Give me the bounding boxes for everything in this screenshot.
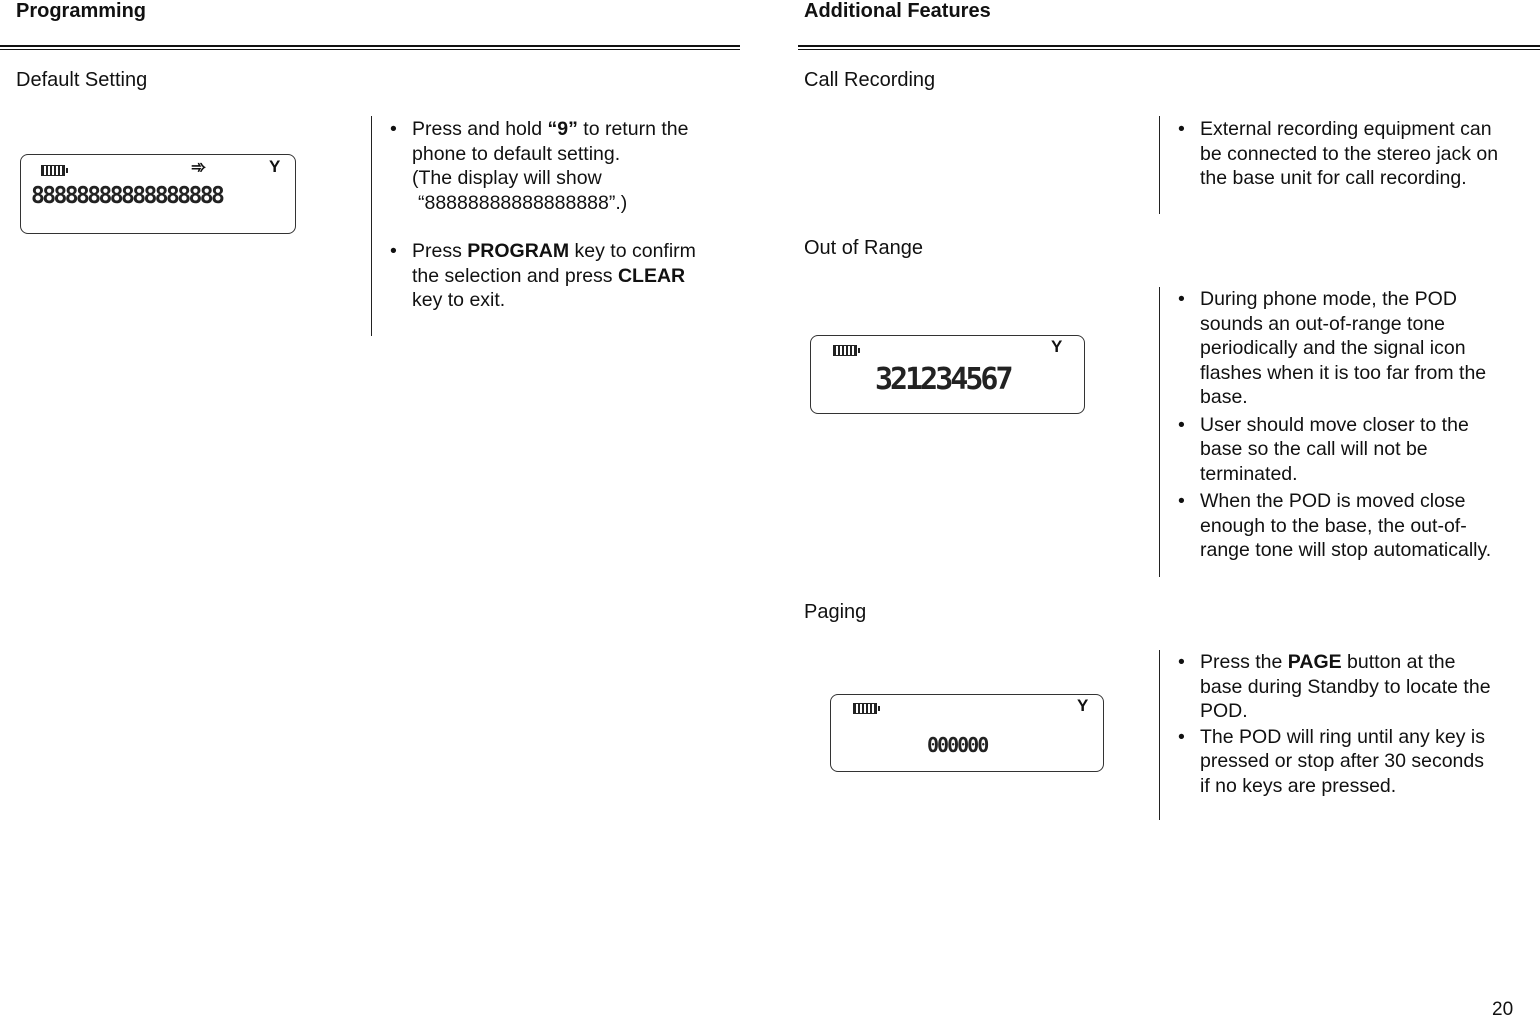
- battery-icon: [41, 165, 65, 176]
- left-header-rule-thin: [0, 49, 740, 50]
- call-recording-bullets: [1174, 117, 1534, 191]
- text: POD.: [1200, 700, 1248, 722]
- left-divider: [371, 116, 372, 336]
- text: base.: [1200, 386, 1248, 408]
- default-setting-bullets: [386, 117, 726, 313]
- list-item: [1174, 489, 1534, 563]
- paging-divider: [1159, 650, 1160, 820]
- flashing-signal-icon: Υ: [1051, 337, 1063, 356]
- text: Press the: [1200, 651, 1288, 673]
- program-key: PROGRAM: [467, 240, 570, 262]
- text: pressed or stop after 30 seconds: [1200, 750, 1484, 772]
- list-item: [1174, 725, 1534, 799]
- right-page-header: Additional Features: [804, 0, 991, 22]
- key-9: “9”: [547, 118, 578, 140]
- battery-icon: [833, 345, 857, 356]
- list-item: [386, 117, 726, 215]
- paging-lcd: [830, 694, 1104, 772]
- call-recording-title: Call Recording: [804, 69, 936, 91]
- text: to return the: [577, 118, 689, 140]
- page-number: 20: [1492, 999, 1514, 1020]
- paging-bullets: [1174, 650, 1534, 798]
- text: if no keys are pressed.: [1200, 774, 1397, 797]
- text: “88888888888888888”.): [418, 191, 628, 214]
- text: periodically and the signal icon: [1200, 337, 1466, 359]
- list-item: [1174, 287, 1534, 410]
- left-header-rule: [0, 45, 740, 47]
- text: Press and hold: [412, 118, 548, 140]
- text: key to confirm: [569, 240, 696, 262]
- text: flashes when it is too far from the: [1200, 361, 1487, 384]
- right-header-rule: [798, 45, 1540, 47]
- text: base so the call will not be: [1200, 438, 1428, 460]
- text: base during Standby to locate the: [1200, 675, 1491, 698]
- lcd-digits: 321234567: [875, 362, 1011, 397]
- signal-antenna-icon: Υ: [1077, 696, 1089, 715]
- text: (The display will show: [412, 167, 602, 189]
- out-of-range-title: Out of Range: [804, 237, 923, 259]
- paging-title: Paging: [804, 601, 867, 623]
- list-item: [386, 239, 726, 313]
- text: phone to default setting.: [412, 142, 621, 165]
- default-setting-title: Default Setting: [16, 69, 148, 91]
- text: be connected to the stereo jack on: [1200, 142, 1499, 165]
- arrow-icon: ➾: [191, 157, 207, 177]
- text: sounds an out-of-range tone: [1200, 312, 1446, 335]
- lcd-digits: 000000: [927, 733, 988, 757]
- page-key: PAGE: [1287, 651, 1342, 673]
- signal-antenna-icon: Υ: [269, 157, 281, 176]
- out-of-range-divider: [1159, 287, 1160, 577]
- text: button at the: [1341, 651, 1456, 673]
- default-setting-lcd: [20, 154, 296, 234]
- lcd-digits: 88888888888888888: [31, 183, 223, 209]
- text: External recording equipment can: [1200, 118, 1492, 140]
- battery-icon: [853, 703, 877, 714]
- out-of-range-bullets: [1174, 287, 1534, 563]
- clear-key: CLEAR: [617, 264, 686, 287]
- list-item: [1174, 117, 1534, 191]
- text: enough to the base, the out-of-: [1200, 514, 1467, 537]
- text: During phone mode, the POD: [1200, 288, 1457, 310]
- text: When the POD is moved close: [1200, 490, 1466, 512]
- call-recording-divider: [1159, 116, 1160, 214]
- text: the selection and press: [412, 264, 618, 287]
- text: key to exit.: [412, 289, 506, 311]
- text: terminated.: [1200, 462, 1298, 485]
- text: The POD will ring until any key is: [1200, 725, 1486, 748]
- right-header-rule-thin: [798, 49, 1540, 50]
- out-of-range-lcd: [810, 335, 1085, 414]
- list-item: [1174, 650, 1534, 724]
- text: Press: [412, 240, 468, 262]
- text: range tone will stop automatically.: [1200, 539, 1492, 561]
- list-item: [1174, 413, 1534, 487]
- text: the base unit for call recording.: [1200, 167, 1467, 189]
- left-page-header: Programming: [16, 0, 147, 22]
- text: User should move closer to the: [1200, 413, 1469, 436]
